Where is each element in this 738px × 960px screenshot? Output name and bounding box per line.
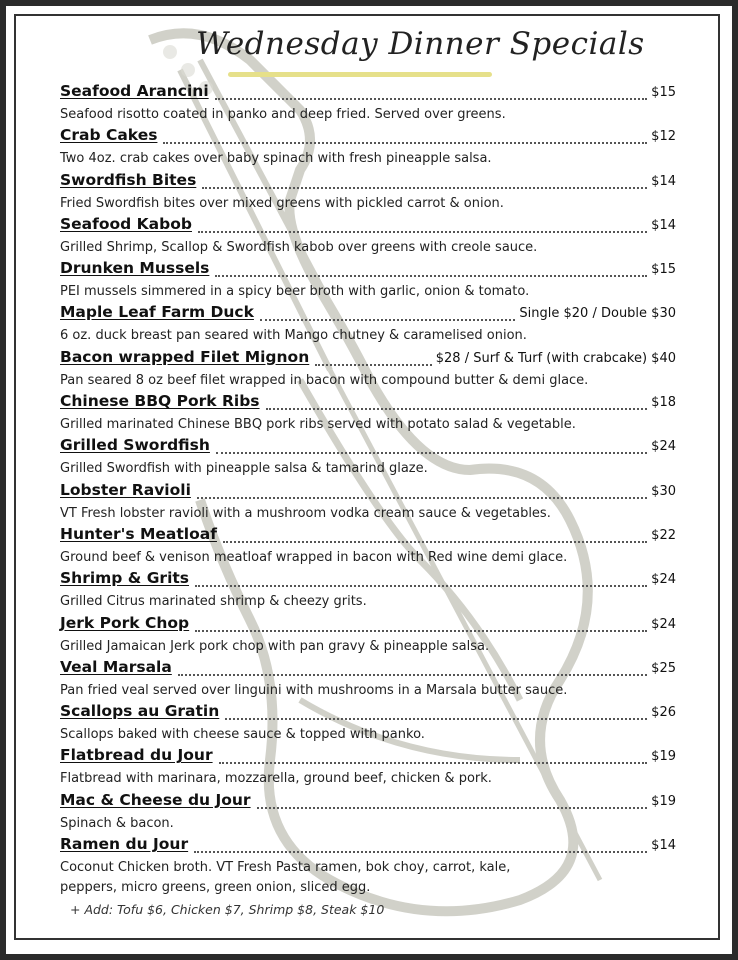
- dot-leader: [215, 98, 648, 100]
- menu-item-description: Fried Swordfish bites over mixed greens with pickled carrot & onion.: [60, 195, 504, 211]
- menu-item-price: $15: [651, 85, 676, 100]
- dot-leader: [195, 630, 647, 632]
- menu-item-header: [60, 746, 676, 768]
- menu-item-header: [60, 303, 676, 325]
- menu-item-header: [60, 82, 676, 104]
- page-title: Wednesday Dinner Specials: [196, 26, 645, 62]
- menu-item-header: [60, 436, 676, 458]
- menu-item-header: [60, 215, 676, 237]
- menu-item-name: Bacon wrapped Filet Mignon: [60, 347, 310, 366]
- menu-item-header: [60, 171, 676, 193]
- dot-leader: [219, 762, 648, 764]
- menu-item: [60, 259, 676, 303]
- menu-item: [60, 746, 676, 790]
- menu-item-name: Lobster Ravioli: [60, 480, 191, 499]
- menu-item: [60, 791, 676, 835]
- menu-item-header: [60, 569, 676, 591]
- menu-item-price: $12: [651, 129, 676, 145]
- menu-item-name: Jerk Pork Chop: [60, 613, 190, 632]
- menu-item-price: $25: [651, 660, 676, 676]
- dot-leader: [315, 364, 432, 366]
- dot-leader: [266, 408, 648, 410]
- menu-item: [60, 126, 676, 170]
- dot-leader: [225, 718, 647, 720]
- dot-leader: [202, 187, 647, 189]
- dot-leader: [257, 807, 648, 809]
- menu-item-name: Shrimp & Grits: [60, 569, 190, 588]
- ramen-addons: + Add: Tofu $6, Chicken $7, Shrimp $8, Steak $10: [70, 902, 385, 917]
- menu-item-price: $26: [651, 705, 676, 721]
- menu-item-name: Swordfish Bites: [60, 170, 197, 189]
- dot-leader: [223, 541, 647, 543]
- menu-item-description: VT Fresh lobster ravioli with a mushroom vodka cream sauce & vegetables.: [60, 505, 551, 521]
- menu-item-header: [60, 481, 676, 503]
- menu-item-price: $14: [651, 173, 676, 189]
- menu-item-price: $19: [651, 749, 676, 765]
- menu-item-description: Coconut Chicken broth. VT Fresh Pasta ramen, bok choy, carrot, kale,: [60, 860, 511, 876]
- menu-item-name: Flatbread du Jour: [60, 746, 213, 765]
- dot-leader: [198, 231, 647, 233]
- dot-leader: [216, 452, 647, 454]
- dot-leader: [260, 319, 516, 321]
- menu-item: [60, 702, 676, 746]
- dot-leader: [195, 585, 647, 587]
- menu-item-price: $24: [651, 439, 676, 455]
- menu-item-name: Chinese BBQ Pork Ribs: [60, 392, 260, 411]
- menu-item-name: Drunken Mussels: [60, 259, 210, 278]
- menu-item-description: 6 oz. duck breast pan seared with Mango chutney & caramelised onion.: [60, 328, 527, 344]
- menu-item-price: $18: [651, 395, 676, 411]
- menu-item-name: Maple Leaf Farm Duck: [60, 303, 254, 322]
- menu-item-header: [60, 614, 676, 636]
- menu-item-description: Flatbread with marinara, mozzarella, ground beef, chicken & pork.: [60, 771, 492, 787]
- menu-item: [60, 82, 676, 126]
- menu-item-price: Single $20 / Double $30: [519, 306, 676, 322]
- menu-item-price: $28 / Surf & Turf (with crabcake) $40: [435, 350, 676, 366]
- menu-item-price: $30: [651, 483, 676, 499]
- menu-item-name: Veal Marsala: [60, 657, 172, 676]
- menu-item: [60, 614, 676, 658]
- dot-leader: [215, 275, 647, 277]
- menu-item-header: [60, 392, 676, 414]
- menu-item-description: Two 4oz. crab cakes over baby spinach with fresh pineapple salsa.: [60, 151, 492, 167]
- menu-item: [60, 303, 676, 347]
- menu-item-name: Grilled Swordfish: [60, 436, 210, 455]
- menu-item-price: $19: [651, 793, 676, 809]
- menu-item-description: Pan seared 8 oz beef filet wrapped in bacon with compound butter & demi glace.: [60, 372, 589, 388]
- menu-item: [60, 525, 676, 569]
- menu-item-name: Scallops au Gratin: [60, 702, 220, 721]
- menu-item-header: [60, 702, 676, 724]
- menu-list: [60, 82, 676, 879]
- menu-item-header: [60, 348, 676, 370]
- dot-leader: [178, 674, 647, 676]
- menu-item-description: Spinach & bacon.: [60, 815, 174, 831]
- menu-item-name: Hunter's Meatloaf: [60, 524, 217, 543]
- ramen-description-continued: peppers, micro greens, green onion, sliced egg.: [60, 880, 371, 895]
- menu-item-price: $14: [651, 217, 676, 233]
- menu-item-description: Scallops baked with cheese sauce & topped with panko.: [60, 727, 425, 743]
- dot-leader: [194, 851, 647, 853]
- menu-item: [60, 171, 676, 215]
- menu-item: [60, 392, 676, 436]
- menu-item: [60, 569, 676, 613]
- menu-item-header: [60, 835, 676, 857]
- title-highlight: [228, 72, 492, 77]
- menu-item-description: Grilled Shrimp, Scallop & Swordfish kabob over greens with creole sauce.: [60, 239, 538, 255]
- menu-item-description: Grilled Citrus marinated shrimp & cheezy grits.: [60, 594, 367, 610]
- menu-item-name: Crab Cakes: [60, 126, 158, 145]
- menu-item: [60, 835, 676, 879]
- menu-item-price: $22: [651, 527, 676, 543]
- menu-item-description: Grilled marinated Chinese BBQ pork ribs served with potato salad & vegetable.: [60, 417, 576, 433]
- menu-item-price: $24: [651, 572, 676, 588]
- menu-item-header: [60, 791, 676, 813]
- menu-item: [60, 436, 676, 480]
- menu-item: [60, 348, 676, 392]
- menu-item-name: Seafood Kabob: [60, 214, 192, 233]
- dot-leader: [197, 497, 647, 499]
- menu-item-price: $14: [651, 838, 676, 854]
- menu-item-header: [60, 658, 676, 680]
- menu-item-description: Pan fried veal served over linguini with mushrooms in a Marsala butter sauce.: [60, 682, 568, 698]
- menu-item: [60, 481, 676, 525]
- dot-leader: [163, 142, 647, 144]
- menu-item-name: Seafood Arancini: [60, 82, 209, 100]
- menu-item-description: Ground beef & venison meatloaf wrapped in bacon with Red wine demi glace.: [60, 549, 568, 565]
- menu-item-header: [60, 259, 676, 281]
- menu-item-header: [60, 126, 676, 148]
- menu-item-price: $15: [651, 262, 676, 278]
- menu-item-description: Grilled Jamaican Jerk pork chop with pan gravy & pineapple salsa.: [60, 638, 490, 654]
- menu-item-price: $24: [651, 616, 676, 632]
- menu-item: [60, 215, 676, 259]
- menu-item-header: [60, 525, 676, 547]
- menu-item: [60, 658, 676, 702]
- menu-item-description: Seafood risotto coated in panko and deep fried. Served over greens.: [60, 107, 506, 122]
- menu-item-name: Ramen du Jour: [60, 835, 189, 854]
- menu-item-description: PEI mussels simmered in a spicy beer broth with garlic, onion & tomato.: [60, 284, 530, 300]
- menu-item-description: Grilled Swordfish with pineapple salsa & tamarind glaze.: [60, 461, 428, 477]
- menu-item-name: Mac & Cheese du Jour: [60, 790, 251, 809]
